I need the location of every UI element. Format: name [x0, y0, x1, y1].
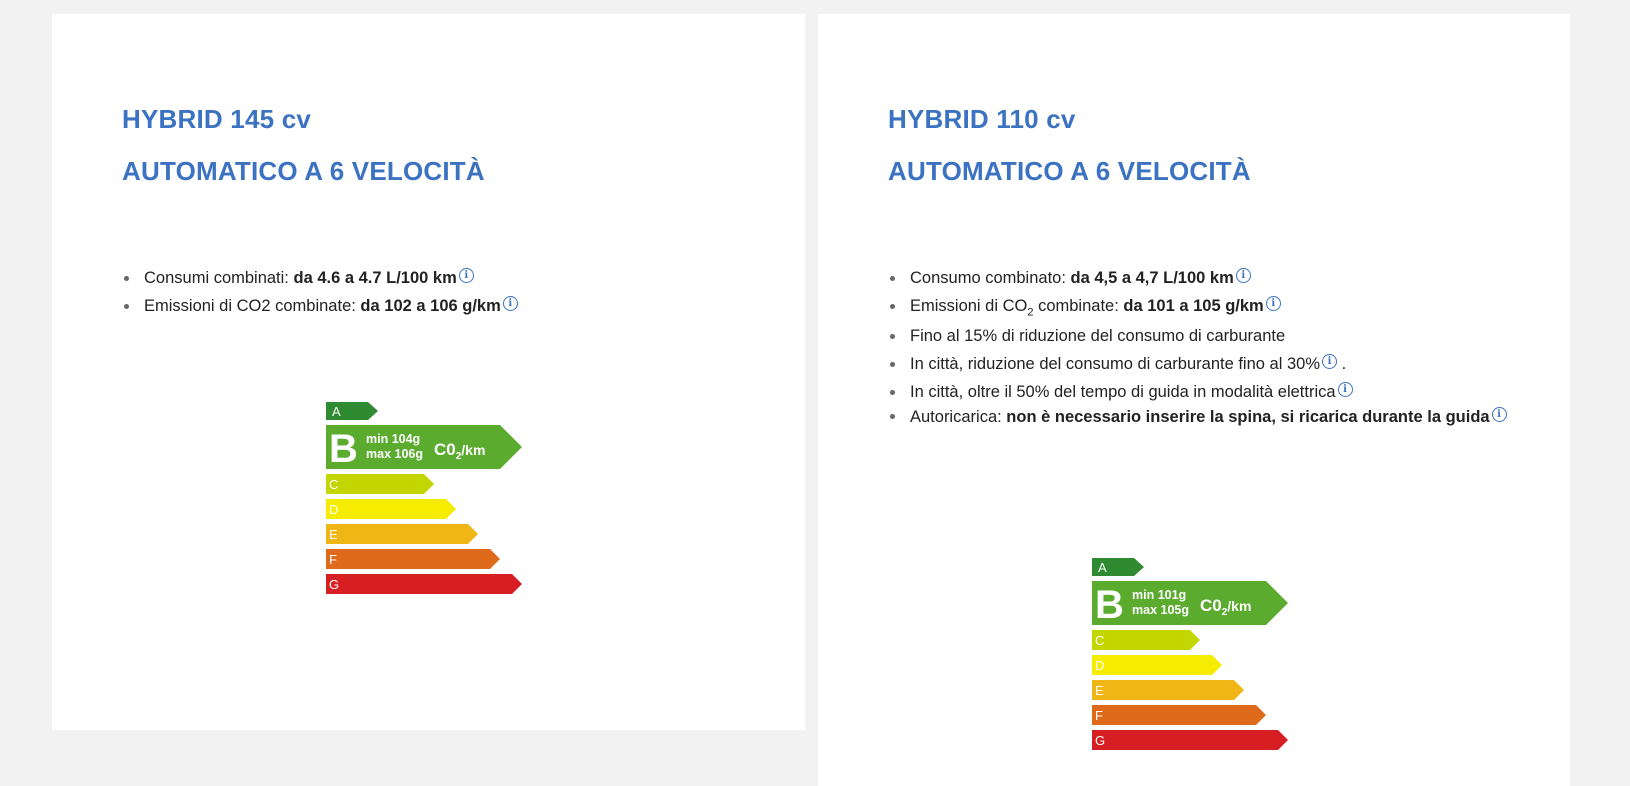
energy-class-e-bar — [1092, 680, 1244, 700]
engine-card-hybrid-145 — [52, 14, 805, 730]
spec-label: Consumo combinato: — [910, 269, 1071, 287]
spec-label: Autoricarica: — [910, 408, 1007, 427]
energy-unit-main: C0 — [1200, 596, 1222, 615]
engine-title: HYBRID 110 cv — [888, 104, 1076, 134]
spec-emissions — [888, 294, 1508, 324]
energy-class-b-letter: B — [1095, 583, 1124, 627]
energy-class-f-bar — [326, 549, 500, 569]
engine-card-hybrid-110 — [818, 14, 1570, 786]
energy-unit-rest: /km — [461, 442, 486, 458]
spec-label: Emissioni di CO2 combinate: — [144, 297, 361, 315]
energy-class-a-letter: A — [1098, 560, 1107, 575]
energy-unit-main: C0 — [434, 440, 456, 459]
spec-text: In città, riduzione del consumo di carburante fino al 30% — [910, 355, 1320, 374]
energy-label-chart — [1092, 558, 1292, 754]
energy-class-g-bar — [326, 574, 522, 594]
spec-city-electric — [888, 380, 1508, 404]
spec-value: non è necessario inserire la spina, si ricarica durante la guida — [1006, 408, 1490, 427]
spec-label: Emissioni di CO — [910, 297, 1028, 315]
energy-class-f-bar — [1092, 705, 1266, 725]
spec-text: In città, oltre il 50% del tempo di guida in modalità elettrica — [910, 383, 1336, 402]
spec-value: da 102 a 106 g/km — [360, 297, 501, 315]
energy-class-g-letter: G — [1095, 733, 1106, 748]
engine-title: HYBRID 145 cv — [122, 104, 312, 134]
transmission-title: AUTOMATICO A 6 VELOCITÀ — [888, 156, 1251, 186]
spec-suffix: . — [1337, 355, 1347, 374]
energy-class-d-bar — [1092, 655, 1222, 675]
energy-class-e-letter: E — [329, 527, 338, 542]
info-icon[interactable]: i — [1338, 382, 1353, 397]
spec-emissions — [122, 294, 782, 318]
info-icon[interactable]: i — [1266, 296, 1281, 311]
energy-min-text: min 104g — [366, 432, 421, 446]
energy-min-text: min 101g — [1132, 588, 1187, 602]
spec-fuel-reduction — [888, 324, 1508, 348]
spec-value: da 4.6 a 4.7 L/100 km — [293, 269, 457, 287]
info-icon[interactable]: i — [1322, 354, 1337, 369]
energy-unit-rest: /km — [1227, 598, 1252, 614]
info-icon[interactable]: i — [503, 296, 518, 311]
spec-list — [122, 266, 782, 322]
energy-class-c-letter: C — [1095, 633, 1105, 648]
energy-unit-sub: 2 — [1221, 607, 1228, 618]
spec-consumption — [122, 266, 782, 290]
energy-label-chart — [326, 402, 526, 598]
spec-text: Fino al 15% di riduzione del consumo di carburante — [910, 327, 1286, 346]
energy-class-f-letter: F — [329, 552, 337, 567]
energy-class-f-letter: F — [1095, 708, 1103, 723]
spec-consumption — [888, 266, 1508, 290]
spec-value: da 4,5 a 4,7 L/100 km — [1070, 269, 1234, 287]
spec-city-consumption — [888, 352, 1508, 376]
energy-class-d-letter: D — [329, 502, 339, 517]
info-icon[interactable]: i — [1236, 268, 1251, 283]
energy-class-c-bar — [1092, 630, 1200, 650]
energy-class-b-letter: B — [329, 427, 358, 471]
energy-class-d-letter: D — [1095, 658, 1105, 673]
energy-class-a-letter: A — [332, 404, 341, 419]
energy-class-e-letter: E — [1095, 683, 1104, 698]
energy-class-g-bar — [1092, 730, 1288, 750]
spec-label: Consumi combinati: — [144, 269, 294, 287]
spec-list — [888, 266, 1508, 435]
spec-value: da 101 a 105 g/km — [1123, 297, 1264, 315]
spec-label-sub: 2 — [1027, 306, 1034, 319]
energy-class-g-letter: G — [329, 577, 340, 592]
energy-class-c-letter: C — [329, 477, 339, 492]
spec-self-charging — [888, 404, 1508, 431]
spec-label: combinate: — [1033, 297, 1124, 315]
energy-class-c-bar — [326, 474, 434, 494]
energy-max-text: max 105g — [1132, 603, 1189, 617]
energy-max-text: max 106g — [366, 447, 423, 461]
transmission-title: AUTOMATICO A 6 VELOCITÀ — [122, 156, 485, 186]
energy-class-e-bar — [326, 524, 478, 544]
energy-unit-sub: 2 — [455, 451, 462, 462]
energy-class-d-bar — [326, 499, 456, 519]
info-icon[interactable]: i — [1492, 407, 1507, 422]
info-icon[interactable]: i — [459, 268, 474, 283]
